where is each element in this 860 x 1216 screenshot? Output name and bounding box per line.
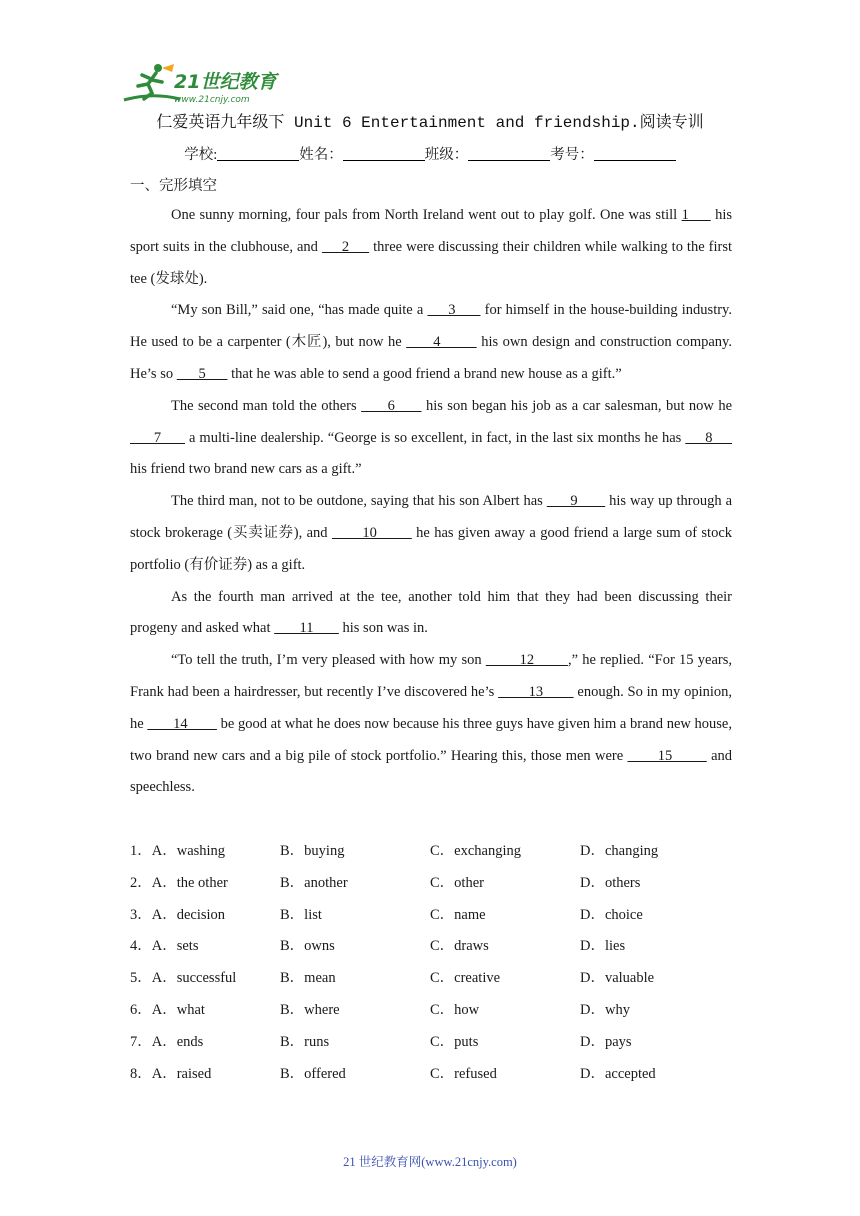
blank-9[interactable]: 9 [546, 493, 606, 510]
blank-13[interactable]: 13 [498, 683, 574, 700]
paragraph-1 [130, 200, 732, 295]
option-b[interactable]: B．owns [280, 938, 335, 955]
option-c[interactable]: C．name [430, 906, 486, 923]
logo [122, 62, 292, 108]
option-c[interactable]: C．other [430, 874, 484, 891]
option-d[interactable]: D．choice [580, 906, 643, 923]
paragraph-5 [130, 582, 732, 646]
text: his son began his job as a car salesman, but now he [421, 397, 733, 414]
blank-11[interactable]: 11 [274, 620, 339, 637]
section-title: 一、完形填空 [130, 178, 217, 194]
text: his own design and construction company. He’s so [130, 334, 732, 382]
option-c[interactable]: C．refused [430, 1065, 497, 1082]
paragraph-3 [130, 391, 732, 486]
option-a-text: A．ends [151, 1033, 204, 1050]
text: a multi-line dealership. “George is so excellent, in fact, in the last six months he has [185, 429, 686, 446]
cloze-passage [130, 200, 732, 804]
class-label: 班级： [424, 147, 469, 163]
question-4-options [130, 931, 732, 963]
exam-number-label: 考号： [550, 147, 594, 163]
question-number: 2． [130, 874, 152, 891]
option-a[interactable] [130, 868, 228, 900]
svg-text:21世纪教育: 21世纪教育 [174, 71, 277, 93]
option-a[interactable] [130, 1059, 211, 1091]
option-d[interactable]: D．accepted [580, 1065, 656, 1082]
option-a[interactable] [130, 1027, 203, 1059]
school-label: 学校: [184, 147, 218, 163]
class-field[interactable] [468, 146, 550, 161]
option-a-text: A．washing [151, 843, 226, 859]
option-a-text: A．what [151, 1001, 205, 1018]
footer-source: 21 世纪教育网(www.21cnjy.com) [343, 1155, 517, 1169]
option-c[interactable]: C．exchanging [430, 843, 522, 859]
question-8-options [130, 1059, 732, 1091]
blank-5[interactable]: 5 [176, 365, 228, 382]
page-title: 仁爱英语九年级下 Unit 6 Entertainment and friendship.阅读专训 [156, 114, 704, 132]
text: his son was in. [338, 620, 428, 637]
question-6-options [130, 995, 732, 1027]
blank-3[interactable]: 3 [427, 302, 481, 319]
option-d[interactable]: D．others [580, 874, 641, 891]
option-c[interactable]: C．creative [430, 970, 501, 987]
text: and speechless. [130, 747, 733, 796]
question-number: 7． [130, 1033, 152, 1050]
text: “My son Bill,” said one, “has made quite a [171, 302, 428, 319]
text: As the fourth man arrived at the tee, another told him that they had been discussing their progeny and asked what [130, 588, 732, 637]
option-a[interactable] [130, 931, 198, 963]
name-field[interactable] [343, 146, 425, 161]
text: The third man, not to be outdone, saying that his son Albert has [171, 493, 547, 510]
svg-text:www.21cnjy.com: www.21cnjy.com [174, 95, 250, 105]
question-number: 6． [130, 1001, 152, 1018]
option-b[interactable]: B．mean [280, 970, 336, 987]
text: “To tell the truth, I’m very pleased with how my son [171, 652, 486, 669]
option-a-text: A．successful [151, 970, 237, 987]
text: his sport suits in the clubhouse, and [130, 207, 733, 255]
paragraph-2 [130, 295, 732, 390]
question-number: 1． [130, 843, 152, 859]
option-b[interactable]: B．another [280, 874, 348, 891]
option-d[interactable]: D．changing [580, 843, 659, 859]
option-a-text: A．the other [151, 874, 228, 891]
option-d[interactable]: D．lies [580, 938, 626, 955]
option-c[interactable]: C．puts [430, 1033, 479, 1050]
blank-6[interactable]: 6 [361, 397, 422, 414]
question-7-options [130, 1027, 732, 1059]
answer-options [130, 836, 732, 1090]
option-b[interactable]: B．buying [280, 843, 345, 859]
logo-runner-icon [122, 62, 292, 108]
paragraph-6 [130, 645, 732, 804]
option-a-text: A．decision [151, 906, 226, 923]
option-b[interactable]: B．list [280, 906, 322, 923]
text: ,” he replied. “For 15 years, Frank had been a hairdresser, but recently I’ve discovered he’s [130, 652, 732, 700]
paragraph-4 [130, 486, 732, 581]
question-5-options [130, 963, 732, 995]
option-b[interactable]: B．runs [280, 1033, 330, 1050]
option-a[interactable] [130, 995, 205, 1027]
student-info-line [0, 143, 860, 164]
option-d[interactable]: D．valuable [580, 970, 655, 987]
question-number: 5． [130, 970, 152, 987]
question-3-options [130, 900, 732, 932]
option-a[interactable] [130, 963, 236, 995]
text: he has given away a good friend a large sum of stock portfolio (有价证券) as a gift. [130, 524, 732, 573]
option-c[interactable]: C．how [430, 1001, 480, 1018]
question-2-options [130, 868, 732, 900]
option-d[interactable]: D．pays [580, 1033, 632, 1050]
text: three were discussing their children while walking to the first tee (发球处). [130, 238, 733, 287]
name-label: 姓名： [299, 147, 343, 163]
text: that he was able to send a good friend a brand new house as a gift.” [227, 365, 622, 382]
blank-10[interactable]: 10 [331, 524, 412, 541]
text: The second man told the others [171, 397, 362, 414]
question-number: 8． [130, 1065, 152, 1082]
text: his way up through a stock brokerage (买卖证券), and [130, 493, 733, 541]
blank-1[interactable]: 1 [681, 207, 711, 223]
text: for himself in the house-building industry. He used to be a carpenter (木匠), but now he [130, 302, 732, 351]
blank-15[interactable]: 15 [627, 747, 707, 764]
question-number: 3． [130, 906, 152, 923]
option-a[interactable] [130, 900, 225, 932]
option-b[interactable]: B．where [280, 1001, 340, 1018]
blank-4[interactable]: 4 [406, 334, 477, 351]
option-a-text: A．raised [151, 1065, 212, 1082]
blank-7[interactable]: 7 [130, 429, 186, 446]
question-number: 4． [130, 938, 152, 955]
option-a[interactable] [130, 836, 225, 868]
option-d[interactable]: D．why [580, 1001, 630, 1018]
blank-2[interactable]: 2 [321, 238, 370, 255]
question-1-options [130, 836, 732, 868]
text: One sunny morning, four pals from North Ireland went out to play golf. One was still [171, 207, 682, 223]
option-a-text: A．sets [151, 938, 199, 955]
exam-number-field[interactable] [594, 146, 676, 161]
option-c[interactable]: C．draws [430, 938, 489, 955]
option-b[interactable]: B．offered [280, 1065, 346, 1082]
text: be good at what he does now because his three guys have given him a brand new house, two brand new cars and a big pile of stock portfolio.” Hearing this, those men were [130, 715, 732, 764]
text: enough. So in my opinion, he [130, 683, 733, 732]
blank-8[interactable]: 8 [685, 429, 733, 446]
school-field[interactable] [217, 146, 299, 161]
text: his friend two brand new cars as a gift.” [130, 461, 362, 478]
blank-14[interactable]: 14 [147, 715, 217, 732]
blank-12[interactable]: 12 [485, 652, 568, 669]
